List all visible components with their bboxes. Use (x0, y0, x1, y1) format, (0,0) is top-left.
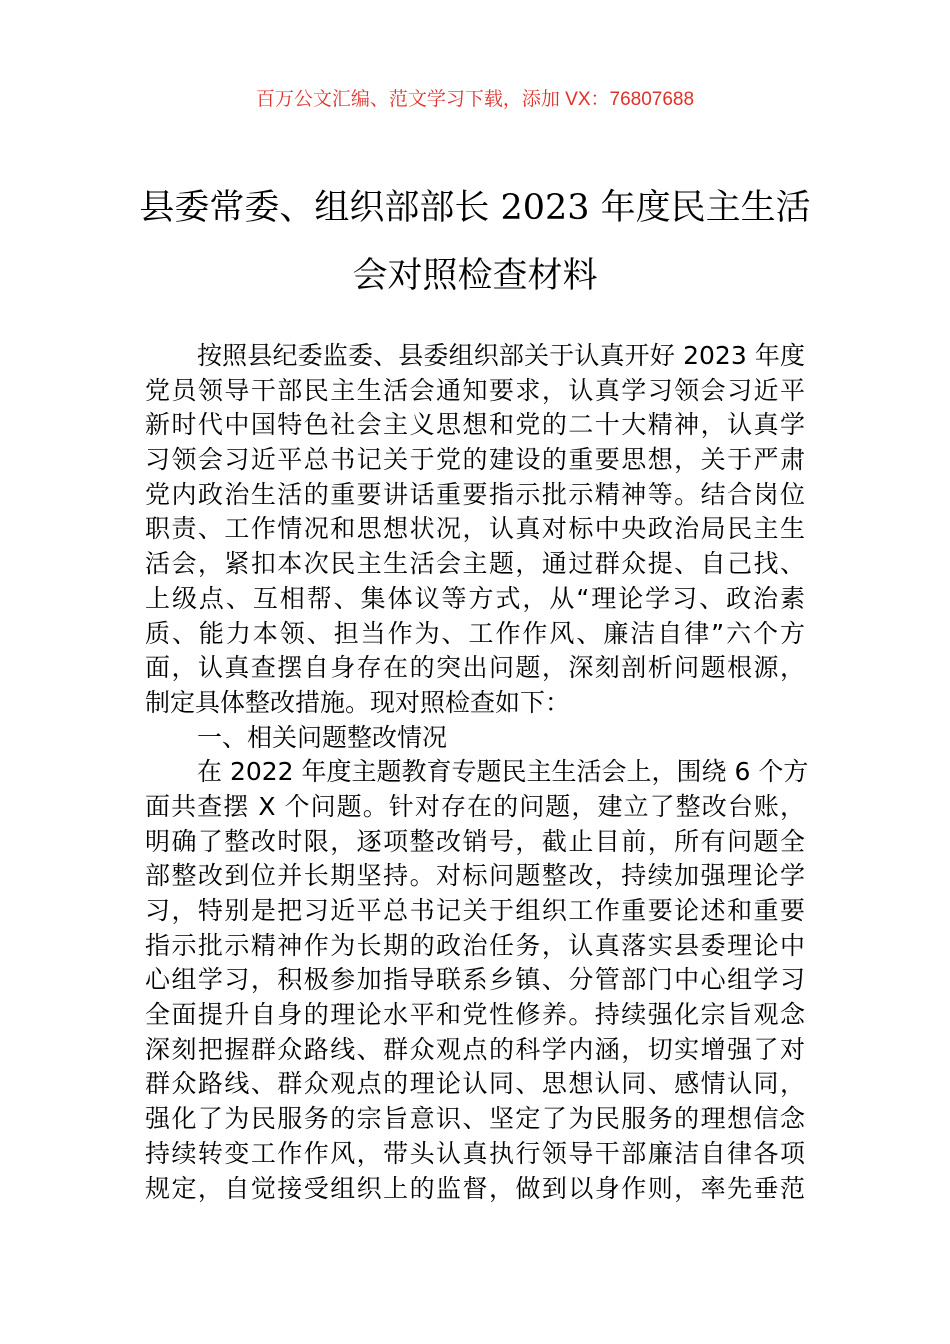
paragraph-line: 指示批示精神作为长期的政治任务，认真落实县委理论中 (145, 930, 805, 960)
paragraph-line: 在 2022 年度主题教育专题民主生活会上，围绕 6 个方 (197, 757, 809, 787)
paragraph-line: 全面提升自身的理论水平和党性修养。持续强化宗旨观念 (145, 1000, 805, 1030)
paragraph-line: 党内政治生活的重要讲话重要指示批示精神等。结合岗位 (145, 479, 805, 509)
paragraph-line: 部整改到位并长期坚持。对标问题整改，持续加强理论学 (145, 861, 805, 891)
watermark-header: 百万公文汇编、范文学习下载，添加 VX：76807688 (255, 89, 695, 110)
paragraph-line: 明确了整改时限，逐项整改销号，截止目前，所有问题全 (145, 826, 805, 856)
paragraph-line: 活会，紧扣本次民主生活会主题，通过群众提、自己找、 (145, 549, 805, 579)
section-heading: 一、相关问题整改情况 (197, 722, 448, 752)
paragraph-line: 职责、工作情况和思想状况，认真对标中央政治局民主生 (145, 514, 805, 544)
paragraph-line: 制定具体整改措施。现对照检查如下： (145, 687, 571, 717)
paragraph-line: 持续转变工作作风，带头认真执行领导干部廉洁自律各项 (145, 1138, 805, 1168)
paragraph-line: 习领会习近平总书记关于党的建设的重要思想，关于严肃 (145, 445, 805, 475)
paragraph-line: 强化了为民服务的宗旨意识、坚定了为民服务的理想信念 (145, 1104, 805, 1134)
paragraph-line: 质、能力本领、担当作为、工作作风、廉洁自律”六个方 (145, 618, 805, 648)
document-body (145, 339, 809, 1206)
paragraph-line: 习，特别是把习近平总书记关于组织工作重要论述和重要 (145, 896, 805, 925)
paragraph-line: 上级点、互相帮、集体议等方式，从“理论学习、政治素 (145, 583, 805, 613)
document-title-line-1: 县委常委、组织部部长 2023 年度民主生活 (139, 188, 811, 228)
paragraph-line: 深刻把握群众路线、群众观点的科学内涵，切实增强了对 (145, 1034, 805, 1064)
paragraph-line: 新时代中国特色社会主义思想和党的二十大精神，认真学 (145, 410, 805, 440)
paragraph-line: 群众路线、群众观点的理论认同、思想认同、感情认同， (145, 1069, 805, 1099)
paragraph-line: 党员领导干部民主生活会通知要求，认真学习领会习近平 (145, 375, 805, 405)
paragraph-line: 面，认真查摆自身存在的突出问题，深刻剖析问题根源， (145, 653, 805, 683)
document-title-line-2: 会对照检查材料 (352, 256, 598, 296)
paragraph-line: 按照县纪委监委、县委组织部关于认真开好 2023 年度 (197, 341, 805, 370)
paragraph-line: 面共查摆 X 个问题。针对存在的问题，建立了整改台账， (145, 791, 805, 821)
paragraph-line: 心组学习，积极参加指导联系乡镇、分管部门中心组学习 (145, 965, 805, 995)
paragraph-line: 规定，自觉接受组织上的监督，做到以身作则，率先垂范 (145, 1173, 805, 1203)
